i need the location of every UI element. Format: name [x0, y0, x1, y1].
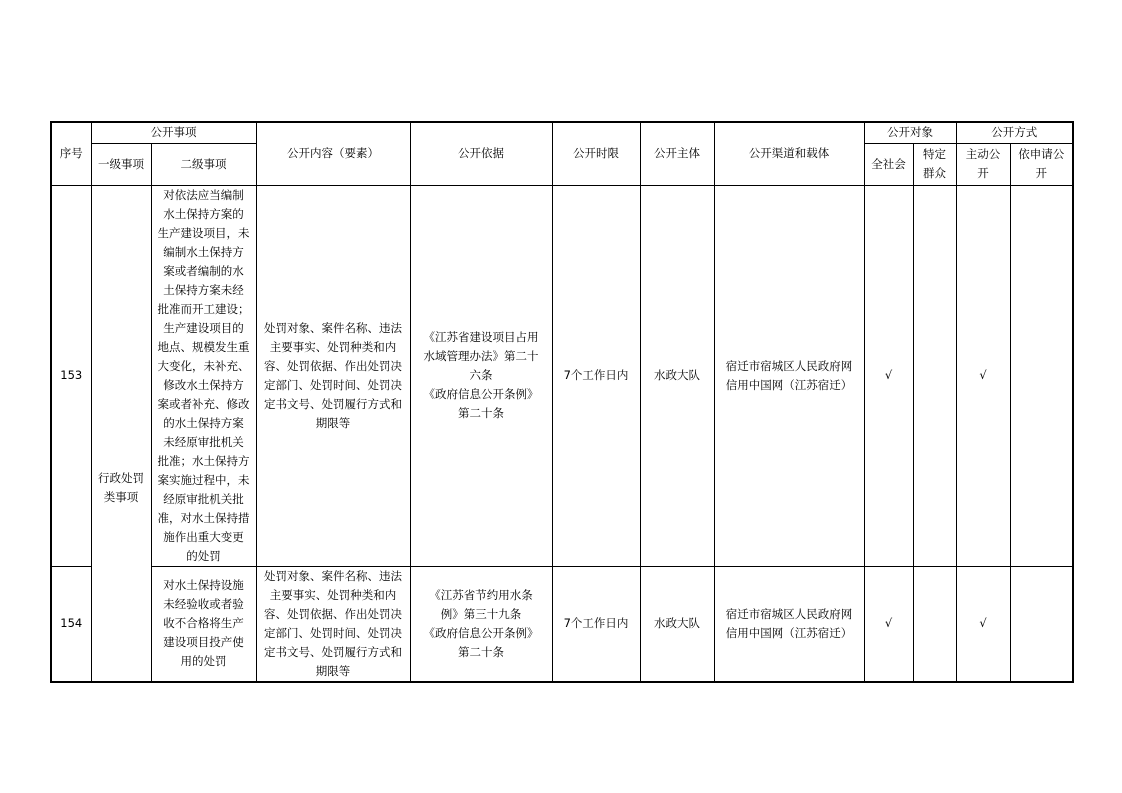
header-subject: 公开主体 — [640, 122, 714, 185]
table-row — [51, 566, 1073, 682]
row-mode-active-check: √ — [956, 185, 1010, 566]
header-seq: 序号 — [51, 122, 91, 185]
header-object-specific: 特定群众 — [913, 143, 956, 185]
row-mode-request-check — [1010, 566, 1073, 682]
row-subject: 水政大队 — [640, 566, 714, 682]
row-basis: 《江苏省建设项目占用 水域管理办法》第二十 六条 《政府信息公开条例》 第二十条 — [410, 185, 552, 566]
table-row — [51, 185, 1073, 566]
row-basis: 《江苏省节约用水条 例》第三十九条 《政府信息公开条例》 第二十条 — [410, 566, 552, 682]
row-time-limit: 7个工作日内 — [552, 566, 640, 682]
row-channel: 宿迁市宿城区人民政府网 信用中国网（江苏宿迁） — [714, 185, 864, 566]
header-object-group: 公开对象 — [864, 122, 956, 143]
level1-text: 行政处罚类事项 — [98, 471, 144, 504]
row-mode-request-check — [1010, 185, 1073, 566]
header-level2: 二级事项 — [151, 143, 256, 185]
header-items-group: 公开事项 — [91, 122, 256, 143]
header-level1: 一级事项 — [91, 143, 151, 185]
row-mode-active-check: √ — [956, 566, 1010, 682]
row-object-all-check: √ — [864, 566, 913, 682]
row-subject: 水政大队 — [640, 185, 714, 566]
row-seq: 153 — [51, 185, 91, 566]
header-mode-request: 依申请公开 — [1010, 143, 1073, 185]
row-time-limit: 7个工作日内 — [552, 185, 640, 566]
row-level1 — [91, 185, 151, 682]
row-object-all-check: √ — [864, 185, 913, 566]
row-seq: 154 — [51, 566, 91, 682]
row-object-specific-check — [913, 566, 956, 682]
row-level2: 对依法应当编制 水土保持方案的 生产建设项目，未 编制水土保持方 案或者编制的水 土保持方案未经 批准而开工建设； 生产建设项目的 地点、规模发生重 大变化，未补充、 修改水土保持方 案或者补充、修改 的水土保持方案 未经原审批机关 批准；水土保持方 案实施过程中，未 经原审批机关批 准，对水土保持措 施作出重大变更 的处罚 — [151, 185, 256, 566]
header-content: 公开内容（要素） — [256, 122, 410, 185]
row-level2: 对水土保持设施 未经验收或者验 收不合格将生产 建设项目投产使 用的处罚 — [151, 566, 256, 682]
header-channel: 公开渠道和载体 — [714, 122, 864, 185]
row-object-specific-check — [913, 185, 956, 566]
header-time-limit: 公开时限 — [552, 122, 640, 185]
header-basis: 公开依据 — [410, 122, 552, 185]
row-channel: 宿迁市宿城区人民政府网 信用中国网（江苏宿迁） — [714, 566, 864, 682]
header-mode-group: 公开方式 — [956, 122, 1073, 143]
header-object-all: 全社会 — [864, 143, 913, 185]
row-content: 处罚对象、案件名称、违法 主要事实、处罚种类和内 容、处罚依据、作出处罚决 定部门、处罚时间、处罚决 定书文号、处罚履行方式和 期限等 — [256, 566, 410, 682]
disclosure-table — [50, 121, 1074, 683]
header-mode-active: 主动公开 — [956, 143, 1010, 185]
row-content: 处罚对象、案件名称、违法 主要事实、处罚种类和内 容、处罚依据、作出处罚决 定部门、处罚时间、处罚决 定书文号、处罚履行方式和 期限等 — [256, 185, 410, 566]
header-row-1 — [51, 122, 1073, 143]
